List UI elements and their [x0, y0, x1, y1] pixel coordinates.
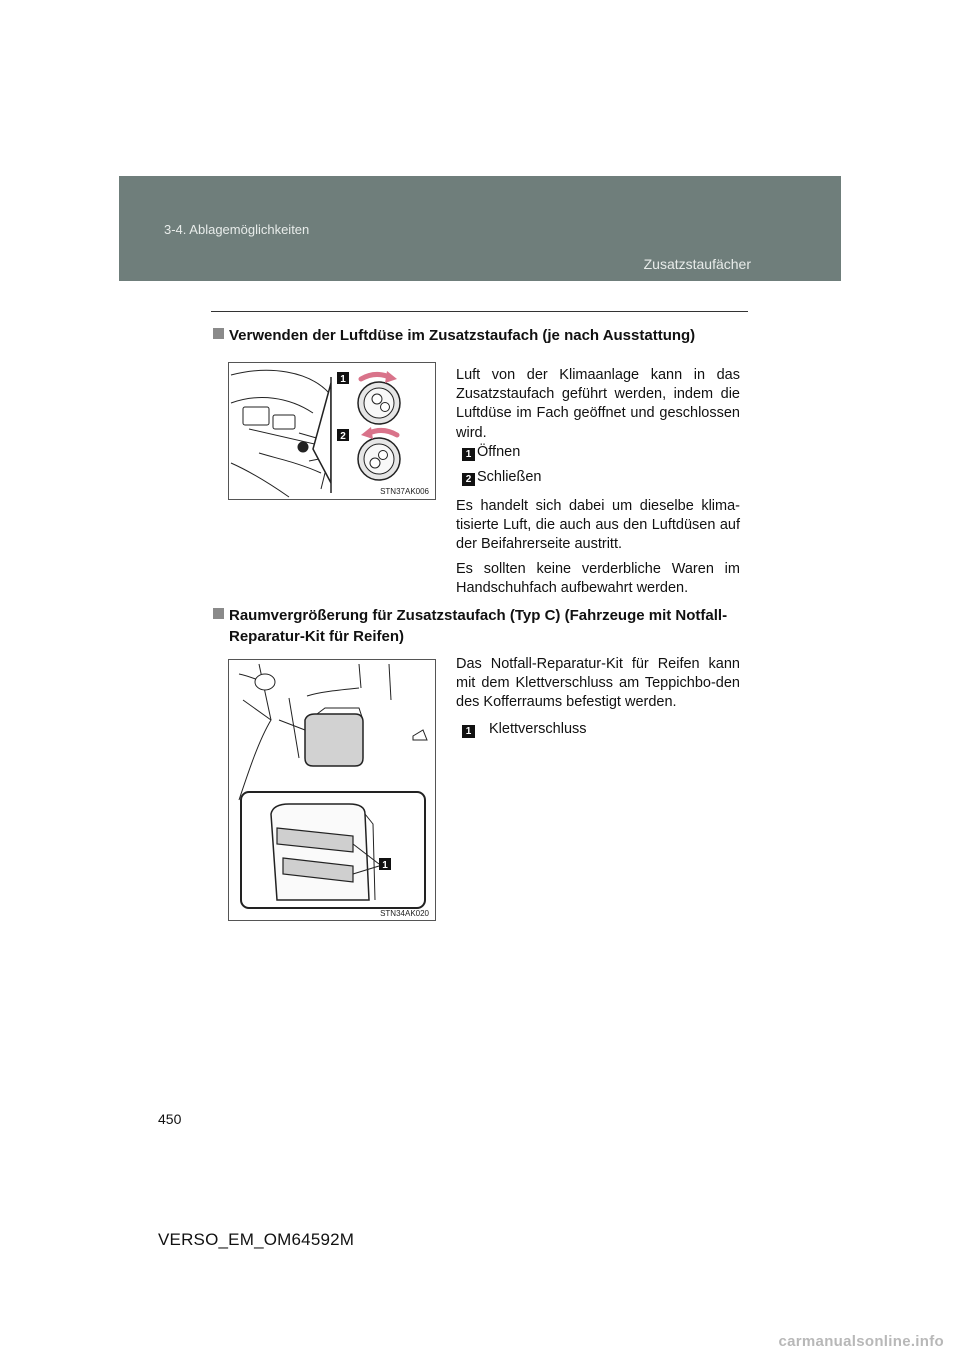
document-code: VERSO_EM_OM64592M [158, 1230, 355, 1249]
number-badge: 1 [462, 448, 475, 461]
figure-repair-kit [228, 659, 436, 921]
page-subtitle: Zusatzstaufächer [643, 256, 751, 272]
legend-label: Schließen [477, 469, 542, 485]
section1-paragraph3: Es sollten keine verderbliche Waren im Handschuhfach aufbewahrt werden. [456, 561, 740, 597]
repair-kit-illustration [229, 660, 435, 920]
legend-item-velcro [462, 720, 587, 739]
legend-item-open [462, 443, 520, 462]
air-vent-illustration [229, 363, 435, 499]
section1-paragraph2: Es handelt sich dabei um dieselbe klima-tisierte Luft, die auch aus den Luftdüsen auf der Beifahrerseite austritt. [456, 498, 740, 553]
square-bullet-icon [213, 328, 224, 339]
legend-label: Klettverschluss [489, 721, 587, 737]
number-badge: 2 [462, 473, 475, 486]
page-number: 450 [158, 1111, 182, 1127]
heading-text-line1: Raumvergrößerung für Zusatzstaufach (Typ C) (Fahrzeuge mit Notfall- [229, 607, 728, 624]
callout-2: 2 [340, 431, 346, 442]
callout-1: 1 [382, 860, 388, 871]
figure-air-vent [228, 362, 436, 500]
section-label: 3-4. Ablagemöglichkeiten [164, 222, 310, 237]
legend-label: Öffnen [477, 444, 521, 460]
heading-text-line2: Reparatur-Kit für Reifen) [229, 628, 405, 645]
section2-paragraph1: Das Notfall-Reparatur-Kit für Reifen kann mit dem Klettverschluss am Teppichbo-den des Kofferraums befestigt werden. [456, 656, 740, 711]
figure-code-2: STN34AK020 [380, 909, 429, 918]
section-heading-air-vent [213, 325, 695, 346]
watermark: carmanualsonline.info [778, 1333, 944, 1350]
number-badge: 1 [462, 725, 475, 738]
callout-1: 1 [340, 374, 346, 385]
figure-code-1: STN37AK006 [380, 487, 429, 496]
legend-item-close [462, 468, 541, 487]
top-rule [211, 311, 748, 312]
section1-paragraph1: Luft von der Klimaanlage kann in das Zusatzstaufach geführt werden, indem die Luftdüse im Fach geöffnet und geschlossen wird. [456, 367, 740, 441]
section-heading-space-extension [213, 605, 727, 647]
square-bullet-icon [213, 608, 224, 619]
heading-text: Verwenden der Luftdüse im Zusatzstaufach (je nach Ausstattung) [229, 327, 696, 344]
